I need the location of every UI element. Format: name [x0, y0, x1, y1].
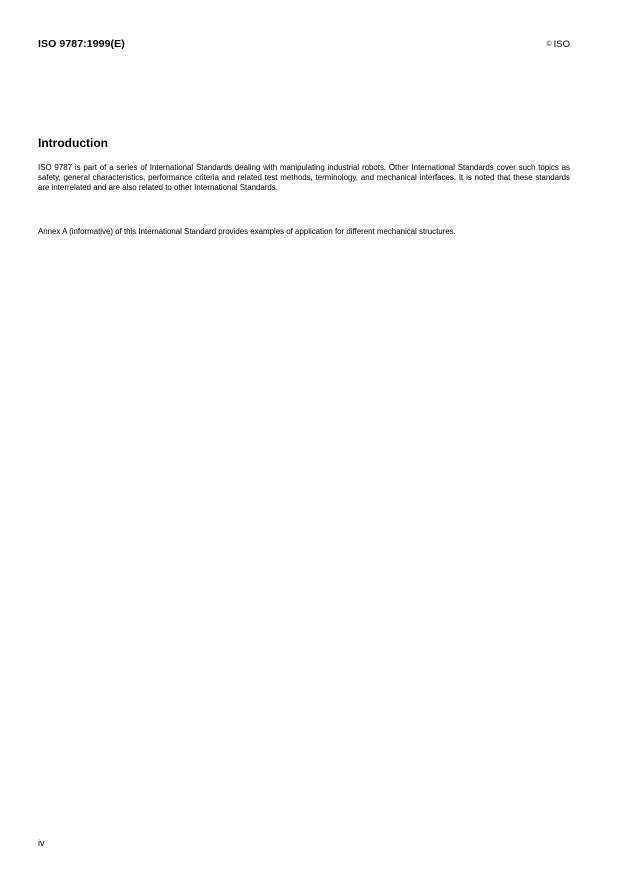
intro-paragraph-1: ISO 9787 is part of a series of International Standards dealing with manipulating industrial robots. Other International Standards cover such topics as safety, general characteristics, performance criteria and related test methods, terminology, and mechanical interfaces. It is noted that these standards are interrelated and are also related to other International Standards. — [38, 163, 570, 192]
document-id: ISO 9787:1999(E) — [38, 38, 125, 50]
intro-paragraph-2: Annex A (informative) of this International Standard provides examples of application for different mechanical structures. — [38, 227, 456, 236]
page-number: iv — [38, 838, 45, 848]
copyright-symbol: © — [546, 41, 552, 48]
section-title: Introduction — [38, 136, 108, 150]
copyright-notice — [546, 39, 570, 50]
copyright-org: ISO — [553, 39, 570, 50]
